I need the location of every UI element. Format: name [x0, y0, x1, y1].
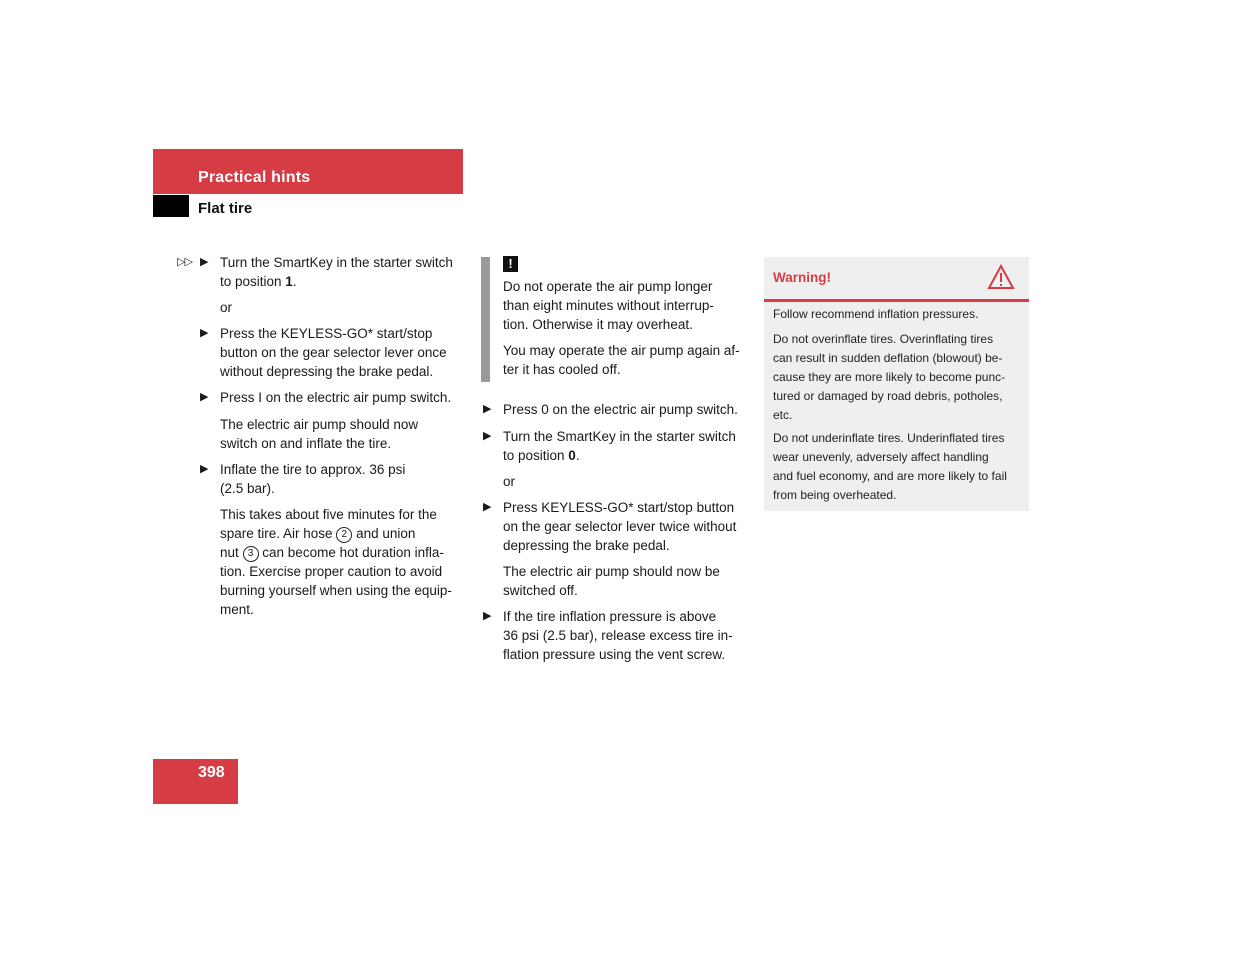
- page-number-tab: [153, 759, 238, 804]
- note-line: spare tire. Air hose 2 and union: [220, 526, 416, 541]
- warning-paragraph: [773, 429, 1023, 505]
- step-text: without depressing the brake pedal.: [220, 364, 434, 379]
- bullet-arrow-icon: ▶: [200, 256, 209, 268]
- warning-line: etc.: [773, 408, 793, 422]
- caution-note: [503, 277, 751, 334]
- result-line: switch on and inflate the tire.: [220, 436, 392, 451]
- note-line: nut 3 can become hot duration infla-: [220, 545, 444, 560]
- exclamation-icon: !: [503, 256, 518, 272]
- warning-line: Do not underinflate tires. Underinflated tires: [773, 431, 1005, 445]
- step-text: to position 1.: [220, 274, 297, 289]
- step-text: button on the gear selector lever once: [220, 345, 447, 360]
- note-text: [220, 505, 468, 619]
- result-line: switched off.: [503, 583, 578, 598]
- warning-line: tured or damaged by road debris, potholes,: [773, 389, 1003, 403]
- warning-line: and fuel economy, and are more likely to fail: [773, 469, 1007, 483]
- warning-triangle-icon: [987, 264, 1015, 290]
- or-text: or: [220, 300, 233, 315]
- subsection-marker: [153, 195, 189, 217]
- page-number: 398: [198, 764, 225, 781]
- continue-icon: ▷▷: [177, 256, 192, 268]
- warning-line: from being overheated.: [773, 488, 897, 502]
- bullet-arrow-icon: ▶: [200, 463, 209, 475]
- bullet-arrow-icon: ▶: [483, 430, 492, 442]
- warning-line: can result in sudden deflation (blowout) be-: [773, 351, 1003, 365]
- warning-line: Follow recommend inflation pressures.: [773, 307, 979, 321]
- warning-title: Warning!: [773, 270, 831, 285]
- step-text: Press 0 on the electric air pump switch.: [503, 402, 738, 417]
- step-item: [483, 498, 751, 555]
- step-item: [200, 388, 468, 407]
- note-line: than eight minutes without interrup-: [503, 298, 714, 313]
- bullet-arrow-icon: ▶: [483, 501, 492, 513]
- result-text: [220, 415, 468, 453]
- note-line: burning yourself when using the equip-: [220, 583, 452, 598]
- callout-3-icon: 3: [243, 546, 259, 562]
- step-text: to position 0.: [503, 448, 580, 463]
- subsection-title: Flat tire: [198, 200, 253, 217]
- result-line: The electric air pump should now be: [503, 564, 720, 579]
- step-item: [483, 427, 751, 465]
- warning-line: Do not overinflate tires. Overinflating tires: [773, 332, 994, 346]
- step-item: [483, 607, 751, 664]
- or-text: or: [503, 474, 516, 489]
- note-line: Do not operate the air pump longer: [503, 279, 713, 294]
- step-item: [483, 400, 751, 419]
- step-text: flation pressure using the vent screw.: [503, 647, 726, 662]
- bullet-arrow-icon: ▶: [483, 403, 492, 415]
- note-side-bar: [481, 257, 490, 382]
- step-text: Press KEYLESS-GO* start/stop button: [503, 500, 735, 515]
- warning-paragraph: [773, 305, 1023, 324]
- bullet-arrow-icon: ▶: [200, 327, 209, 339]
- warning-line: cause they are more likely to become punc-: [773, 370, 1006, 384]
- caution-note: [503, 341, 751, 379]
- step-text: If the tire inflation pressure is above: [503, 609, 717, 624]
- note-line: tion. Otherwise it may overheat.: [503, 317, 693, 332]
- note-line: ment.: [220, 602, 254, 617]
- step-item: [200, 324, 468, 381]
- step-text: Press the KEYLESS-GO* start/stop: [220, 326, 433, 341]
- step-text: 36 psi (2.5 bar), release excess tire in-: [503, 628, 733, 643]
- step-text: depressing the brake pedal.: [503, 538, 670, 553]
- note-line: ter it has cooled off.: [503, 362, 621, 377]
- result-line: The electric air pump should now: [220, 417, 419, 432]
- step-item: [200, 460, 468, 498]
- warning-line: wear unevenly, adversely affect handling: [773, 450, 989, 464]
- step-text: Press I on the electric air pump switch.: [220, 390, 452, 405]
- step-text: Inflate the tire to approx. 36 psi: [220, 462, 406, 477]
- warning-paragraph: [773, 330, 1023, 425]
- note-line: This takes about five minutes for the: [220, 507, 437, 522]
- bullet-arrow-icon: ▶: [200, 391, 209, 403]
- section-title: Practical hints: [198, 169, 311, 186]
- step-text: Turn the SmartKey in the starter switch: [220, 255, 453, 270]
- callout-2-icon: 2: [336, 527, 352, 543]
- step-item: [177, 253, 468, 291]
- note-line: tion. Exercise proper caution to avoid: [220, 564, 443, 579]
- step-text: Turn the SmartKey in the starter switch: [503, 429, 736, 444]
- result-text: [503, 562, 751, 600]
- bullet-arrow-icon: ▶: [483, 610, 492, 622]
- note-line: You may operate the air pump again af-: [503, 343, 740, 358]
- step-text: (2.5 bar).: [220, 481, 275, 496]
- step-text: on the gear selector lever twice without: [503, 519, 737, 534]
